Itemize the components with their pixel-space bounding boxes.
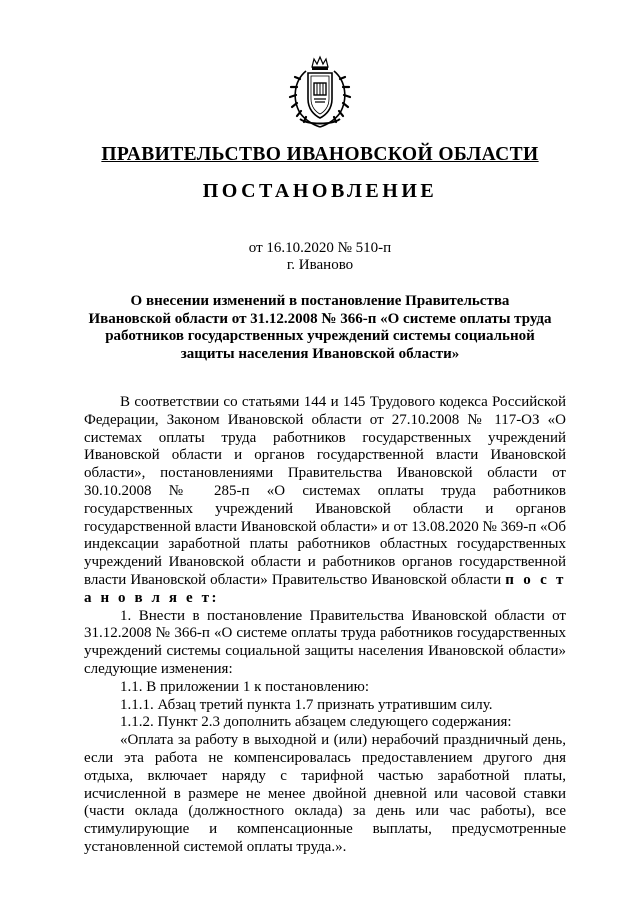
city: г. Иваново <box>286 257 354 273</box>
quoted-paragraph: «Оплата за работу в выходной и (или) нерабочий праздничный день, если эта работа не компенсировалась предоставлением другого дня отдыха, включает наряду с тарифной частью заработной платы, исчисленной в размере не менее двойной дневной или часовой ставки (части оклада (должностного оклада) за день или час работы), все стимулирующие и компенсационные выплаты, предусмотренные установленной системой оплаты труда.». <box>84 732 566 855</box>
item-1-1: 1.1. В приложении 1 к постановлению: <box>120 678 370 695</box>
preamble-paragraph <box>84 394 566 608</box>
document-body <box>84 394 566 857</box>
item-1-1-2: 1.1.2. Пункт 2.3 дополнить абзацем следующего содержания: <box>120 714 512 731</box>
item-1: 1. Внести в постановление Правительства Ивановской области от 31.12.2008 № 366-п «О системе оплаты труда работников государственных учреждений системы социальной защиты населения Ивановской области» следующие изменения: <box>84 607 566 677</box>
title-line: Ивановской области от 31.12.2008 № 366-п «О системе оплаты труда <box>88 310 552 327</box>
resolves-word: п о с т а н о в л я е т: <box>84 571 567 606</box>
document-meta <box>0 240 640 274</box>
date-number: от 16.10.2020 № 510-п <box>248 240 392 256</box>
title-line: О внесении изменений в постановление Правительства <box>130 293 510 309</box>
title-line: защиты населения Ивановской области» <box>180 345 460 362</box>
document-title <box>80 293 560 363</box>
document-type: ПОСТАНОВЛЕНИЕ <box>202 180 438 202</box>
organization-name: ПРАВИТЕЛЬСТВО ИВАНОВСКОЙ ОБЛАСТИ <box>101 144 539 165</box>
title-line: работников государственных учреждений системы социальной <box>105 328 535 344</box>
item-1-1-1: 1.1.1. Абзац третий пункта 1.7 признать утратившим силу. <box>120 696 493 713</box>
preamble-text: В соответствии со статьями 144 и 145 Трудового кодекса Российской Федерации, Законом Ивановской области от 27.10.2008 № 117-ОЗ «О системах оплаты труда работников государственных учреждений Ивановской области и органов государственной власти Ивановской области», постановлениями Правительства Ивановской области от 30.10.2008 № 285-п «О системах оплаты труда работников государственных учреждений Ивановской области и органов государственной власти Ивановской области» и от 13.08.2020 № 369-п «Об индексации заработной платы работников областных государственных учреждений Ивановской области и работников органов государственной власти Ивановской области» Правительство Ивановской области <box>84 394 566 588</box>
coat-of-arms-emblem <box>288 55 352 131</box>
